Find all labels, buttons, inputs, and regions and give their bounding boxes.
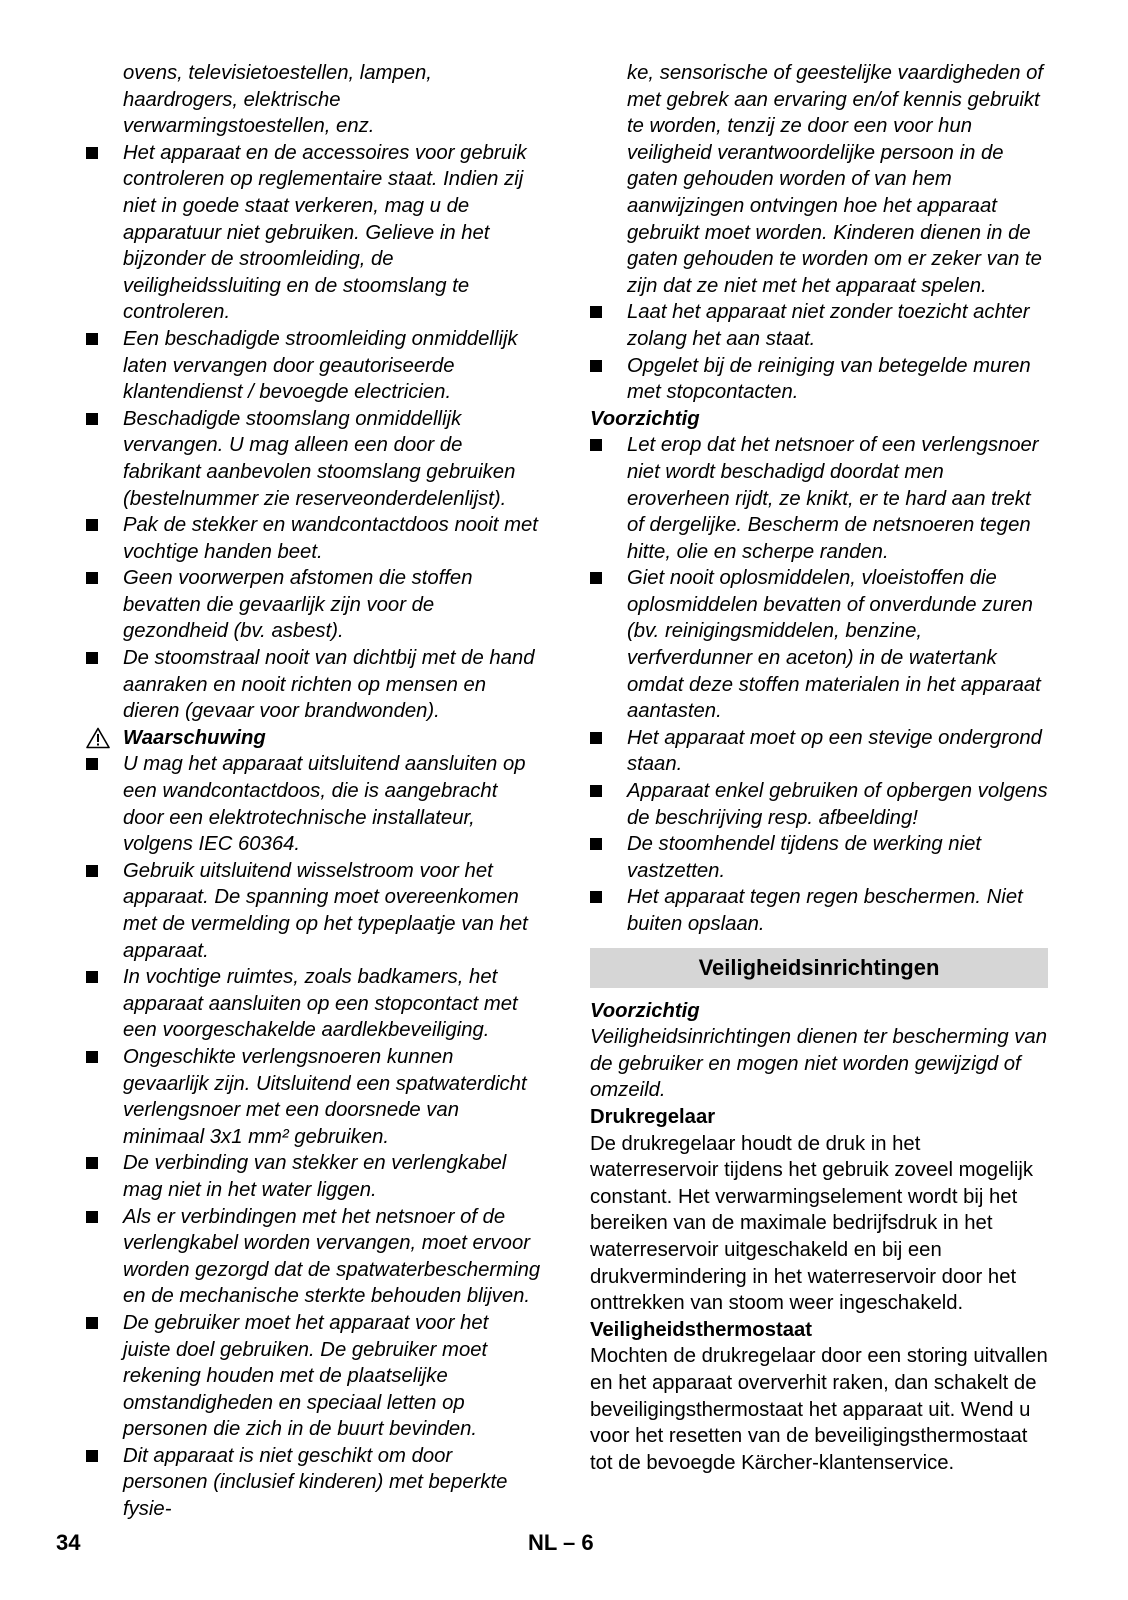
list-item: Giet nooit oplosmiddelen, vloeistoffen die oplosmiddelen bevatten of onverdunde zuren (bv. reinigingsmiddelen, benzine, verfverdunner en aceton) in de watertank omdat deze stoffen materialen in het apparaat aantasten. xyxy=(590,565,1048,725)
page-label: NL – 6 xyxy=(528,1530,594,1555)
list-item: Het apparaat en de accessoires voor gebruik controleren op reglementaire staat. Indien zij niet in goede staat verkeren, mag u de apparatuur niet gebruiken. Gelieve in het bijzonder de stroomleiding, de veiligheidssluiting en de stoomslang te controleren. xyxy=(86,140,541,326)
section-caution-text: Veiligheidsinrichtingen dienen ter bescherming van de gebruiker en mogen niet worden gewijzigd of omzeild. xyxy=(590,1026,1047,1102)
square-bullet-icon xyxy=(590,572,602,584)
section-caution-heading: Voorzichtig xyxy=(590,999,700,1022)
warning-heading: Waarschuwing xyxy=(86,725,541,752)
pressure-regulator-text: De drukregelaar houdt de druk in het waterreservoir tijdens het gebruik zoveel mogelijk constant. Het verwarmingselement wordt bij het bereiken van de maximale bedrijfsdruk in het waterreservoir uitgeschakeld en bij een drukvermindering in het waterreservoir door het onttrekken van stoom weer ingeschakeld. xyxy=(590,1132,1034,1315)
list-item: Dit apparaat is niet geschikt om door personen (inclusief kinderen) met beperkte fysie- xyxy=(86,1443,541,1523)
list-item: Beschadigde stoomslang onmiddellijk vervangen. U mag alleen een door de fabrikant aanbevolen stoomslang gebruiken (bestelnummer zie reserveonderdelenlijst). xyxy=(86,406,541,512)
list-item: In vochtige ruimtes, zoals badkamers, het apparaat aansluiten op een stopcontact met een voorgeschakelde aardlekbeveiliging. xyxy=(86,964,541,1044)
list-item: De gebruiker moet het apparaat voor het juiste doel gebruiken. De gebruiker moet rekening houden met de plaatselijke omstandigheden en speciaal letten op personen die zich in de buurt bevinden. xyxy=(86,1310,541,1443)
left-column xyxy=(86,60,541,1523)
list-item: Het apparaat moet op een stevige ondergrond staan. xyxy=(590,725,1048,778)
list-item: Geen voorwerpen afstomen die stoffen bevatten die gevaarlijk zijn voor de gezondheid (bv. asbest). xyxy=(86,565,541,645)
right-continuation: ke, sensorische of geestelijke vaardigheden of met gebrek aan ervaring en/of kennis gebruikt te worden, tenzij ze door een voor hun veiligheid verantwoordelijke persoon in de gaten gehouden worden of van hem aanwijzingen ontvingen hoe het apparaat gebruikt moet worden. Kinderen dienen in de gaten gehouden te worden om er zeker van te zijn dat ze niet met het apparaat spelen. xyxy=(627,62,1044,297)
list-item: U mag het apparaat uitsluitend aansluiten op een wandcontactdoos, die is aangebracht door een elektrotechnische installateur, volgens IEC 60364. xyxy=(86,751,541,857)
square-bullet-icon xyxy=(86,1450,98,1462)
list-item: De stoomstraal nooit van dichtbij met de hand aanraken en nooit richten op mensen en dieren (gevaar voor brandwonden). xyxy=(86,645,541,725)
square-bullet-icon xyxy=(86,971,98,983)
caution-heading: Voorzichtig xyxy=(590,407,700,430)
list-item: Het apparaat tegen regen beschermen. Niet buiten opslaan. xyxy=(590,884,1048,937)
square-bullet-icon xyxy=(86,865,98,877)
square-bullet-icon xyxy=(86,758,98,770)
square-bullet-icon xyxy=(86,572,98,584)
square-bullet-icon xyxy=(86,1051,98,1063)
list-item: Gebruik uitsluitend wisselstroom voor het apparaat. De spanning moet overeenkomen met de vermelding op het typeplaatje van het apparaat. xyxy=(86,858,541,964)
page-number: 34 xyxy=(56,1530,81,1555)
pressure-regulator-heading: Drukregelaar xyxy=(590,1105,716,1128)
square-bullet-icon xyxy=(86,519,98,531)
list-item: De verbinding van stekker en verlengkabel mag niet in het water liggen. xyxy=(86,1150,541,1203)
right-column xyxy=(590,60,1048,1476)
square-bullet-icon xyxy=(590,891,602,903)
square-bullet-icon xyxy=(590,360,602,372)
square-bullet-icon xyxy=(86,652,98,664)
list-item: Pak de stekker en wandcontactdoos nooit met vochtige handen beet. xyxy=(86,512,541,565)
list-item: Opgelet bij de reiniging van betegelde muren met stopcontacten. xyxy=(590,353,1048,406)
safety-thermostat-text: Mochten de drukregelaar door een storing uitvallen en het apparaat oververhit raken, dan schakelt de beveiligingsthermostaat het apparaat uit. Wend u voor het resetten van de beveiligingsthermostaat tot de bevoegde Kärcher-klantenservice. xyxy=(590,1345,1048,1474)
list-item: Een beschadigde stroomleiding onmiddellijk laten vervangen door geautoriseerde klantendienst / bevoegde electricien. xyxy=(86,326,541,406)
square-bullet-icon xyxy=(86,1211,98,1223)
safety-thermostat-heading: Veiligheidsthermostaat xyxy=(590,1318,813,1341)
square-bullet-icon xyxy=(590,306,602,318)
square-bullet-icon xyxy=(590,838,602,850)
square-bullet-icon xyxy=(86,1317,98,1329)
list-item: Let erop dat het netsnoer of een verlengsnoer niet wordt beschadigd doordat men eroverheen rijdt, ze knikt, er te hard aan trekt of dergelijke. Bescherm de netsnoeren tegen hitte, olie en scherpe randen. xyxy=(590,432,1048,565)
list-item: De stoomhendel tijdens de werking niet vastzetten. xyxy=(590,831,1048,884)
left-intro-continuation: ovens, televisietoestellen, lampen, haardrogers, elektrische verwarmingstoestellen, enz. xyxy=(123,62,432,138)
warning-triangle-icon xyxy=(86,727,110,749)
square-bullet-icon xyxy=(590,785,602,797)
list-item: Als er verbindingen met het netsnoer of de verlengkabel worden vervangen, moet ervoor worden gezorgd dat de spatwaterbescherming en de mechanische sterkte behouden blijven. xyxy=(86,1204,541,1310)
list-item: Apparaat enkel gebruiken of opbergen volgens de beschrijving resp. afbeelding! xyxy=(590,778,1048,831)
list-item: Ongeschikte verlengsnoeren kunnen gevaarlijk zijn. Uitsluitend een spatwaterdicht verlengsnoer met een doorsnede van minimaal 3x1 mm² gebruiken. xyxy=(86,1044,541,1150)
square-bullet-icon xyxy=(86,1157,98,1169)
square-bullet-icon xyxy=(86,147,98,159)
square-bullet-icon xyxy=(86,333,98,345)
square-bullet-icon xyxy=(86,413,98,425)
list-item: Laat het apparaat niet zonder toezicht achter zolang het aan staat. xyxy=(590,299,1048,352)
square-bullet-icon xyxy=(590,439,602,451)
square-bullet-icon xyxy=(590,732,602,744)
section-title-bar: Veiligheidsinrichtingen xyxy=(590,948,1048,988)
